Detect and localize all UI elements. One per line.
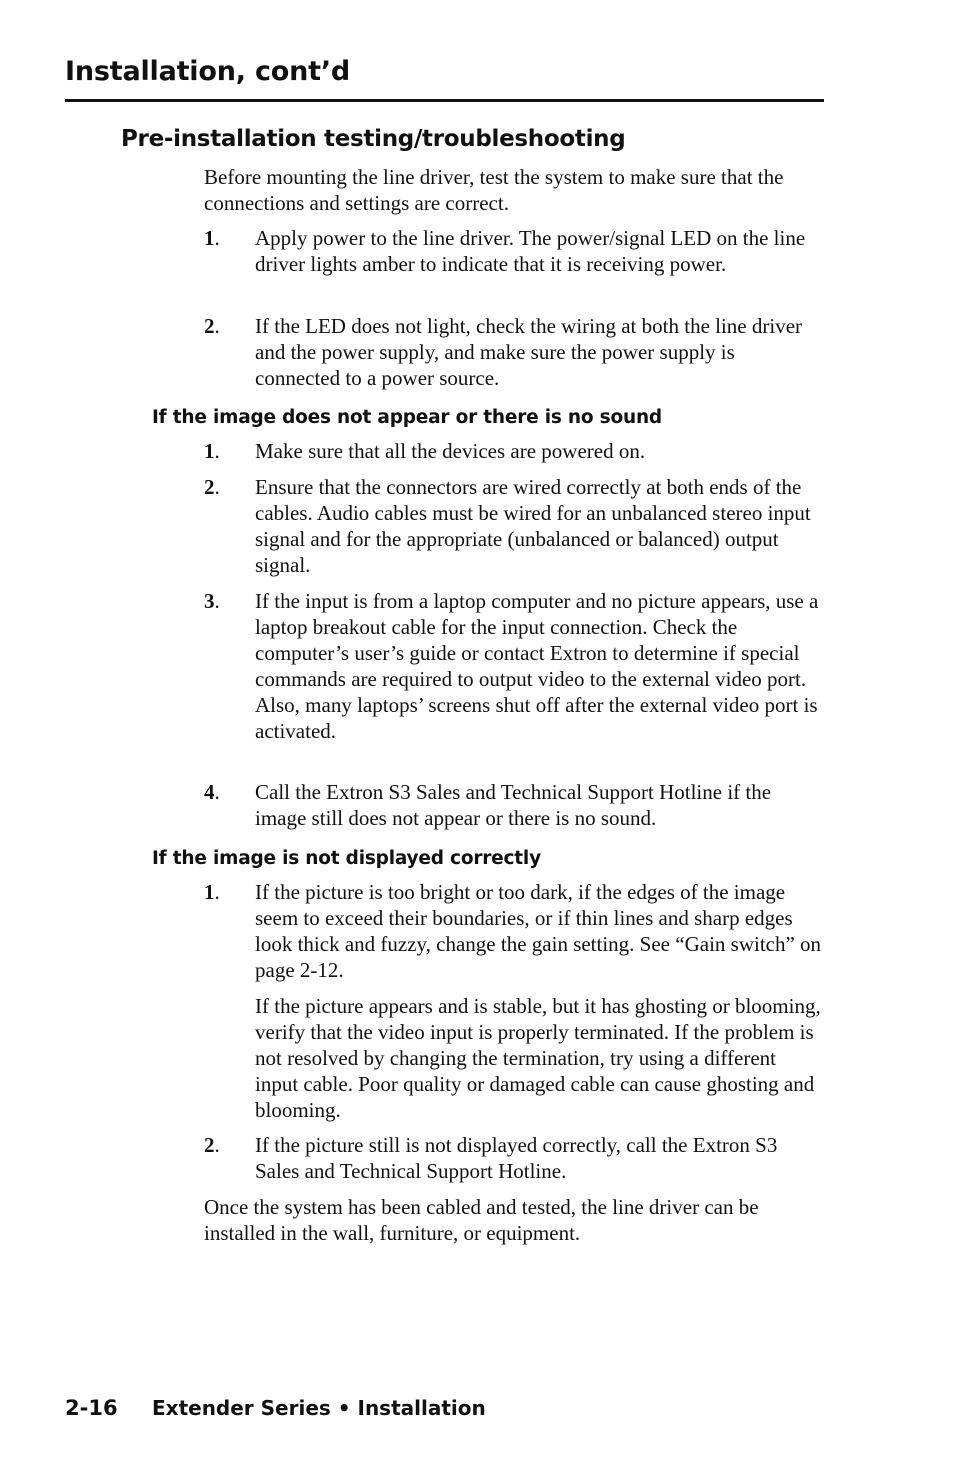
intro-paragraph: Before mounting the line driver, test the system to make sure that the connections and settings are correct. [204, 165, 784, 215]
page-header-title: Installation, cont’d [65, 56, 351, 87]
list-item [204, 313, 824, 391]
closing-paragraph: Once the system has been cabled and tested, the line driver can be installed in the wall, furniture, or equipment. [204, 1195, 759, 1245]
list-text: If the picture is too bright or too dark, if the edges of the image seem to exceed their boundaries, or if thin lines and sharp edges look thick and fuzzy, change the gain setting. See “Gain switch” on page 2-12. [255, 880, 822, 982]
list-text: Make sure that all the devices are powered on. [255, 439, 646, 463]
list-text: If the input is from a laptop computer and no picture appears, use a laptop breakout cable for the input connection. Check the computer’s user’s guide or contact Extron to determine if special commands are required to output video to the external video port. Also, many laptops’ screens shut off after the external video port is activated. [255, 589, 819, 743]
list-text: Apply power to the line driver. The power/signal LED on the line driver lights amber to indicate that it is receiving power. [255, 226, 806, 276]
list-item [204, 225, 824, 277]
subheading-bad-display: If the image is not displayed correctly [152, 848, 541, 869]
list-text: Ensure that the connectors are wired correctly at both ends of the cables. Audio cables must be wired for an unbalanced stereo input signal and for the appropriate (unbalanced or balanced) output signal. [255, 475, 811, 577]
subheading-no-image: If the image does not appear or there is no sound [152, 407, 662, 428]
list-item [204, 779, 824, 831]
list-text: Call the Extron S3 Sales and Technical Support Hotline if the image still does not appear or there is no sound. [255, 780, 772, 830]
section-title: Pre-installation testing/troubleshooting [121, 126, 626, 152]
list-text: If the LED does not light, check the wiring at both the line driver and the power supply, and make sure the power supply is connected to a power source. [255, 314, 803, 390]
list-number: 3. [204, 589, 220, 613]
list-number: 1. [204, 439, 220, 463]
list-item [204, 438, 824, 464]
list-number: 1. [204, 880, 220, 904]
list-number: 1. [204, 226, 220, 250]
list-number: 4. [204, 780, 220, 804]
list-item [204, 474, 824, 578]
header-rule [65, 99, 824, 102]
list-item [204, 879, 824, 983]
list-continuation: If the picture appears and is stable, but it has ghosting or blooming, verify that the video input is properly terminated. If the problem is not resolved by changing the termination, try using a different input cable. Poor quality or damaged cable can cause ghosting and blooming. [255, 994, 821, 1122]
list-number: 2. [204, 475, 220, 499]
footer-text: Extender Series • Installation [152, 1396, 486, 1420]
list-text: If the picture still is not displayed correctly, call the Extron S3 Sales and Technical Support Hotline. [255, 1133, 778, 1183]
page-number: 2-16 [65, 1396, 118, 1420]
list-number: 2. [204, 1133, 220, 1157]
list-item [204, 1132, 824, 1184]
list-number: 2. [204, 314, 220, 338]
list-item [204, 588, 824, 744]
